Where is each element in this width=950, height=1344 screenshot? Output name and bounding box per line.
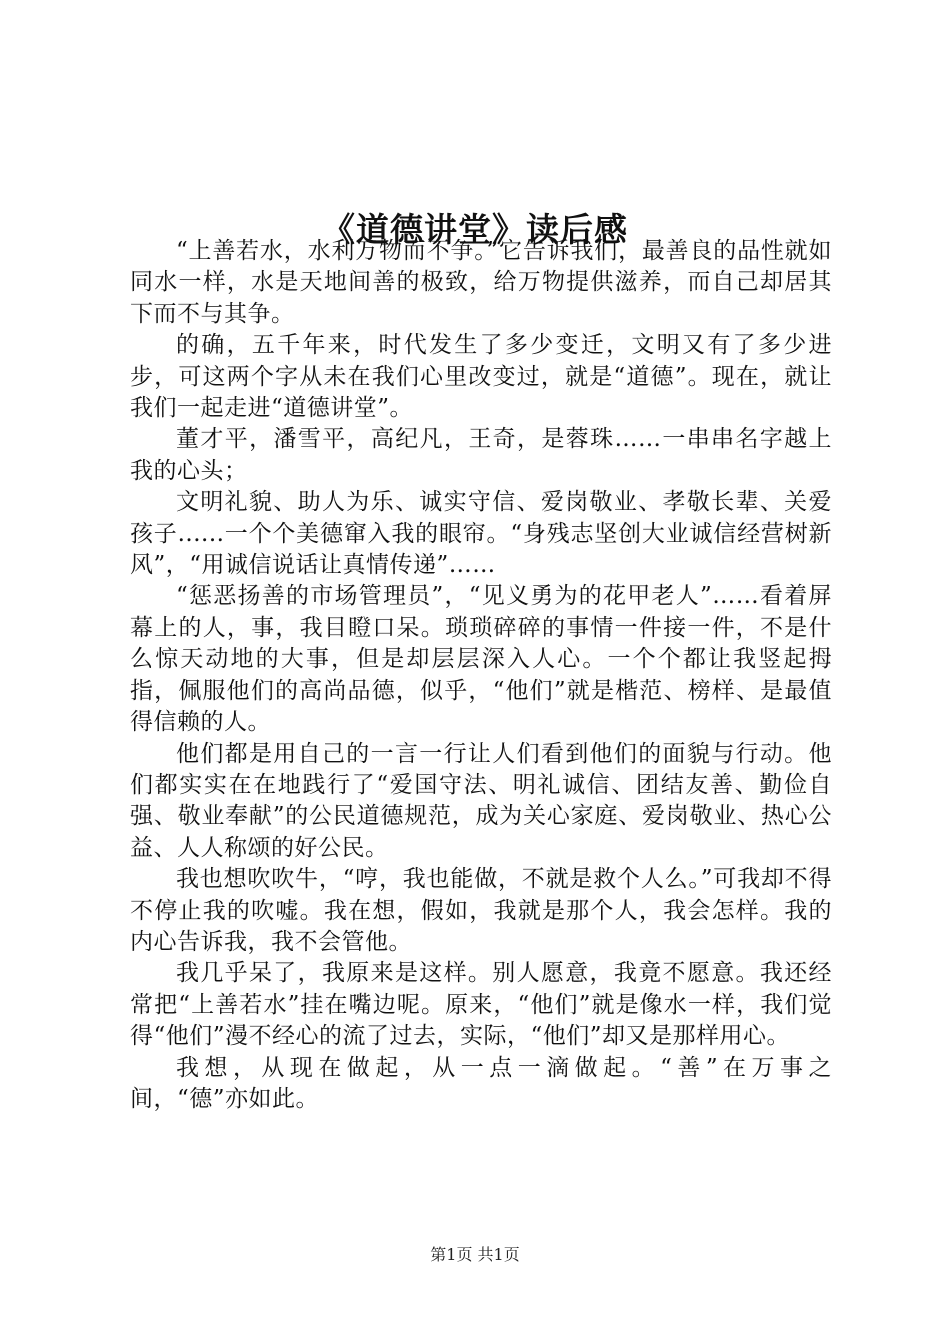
paragraph: “惩恶扬善的市场管理员”，“见义勇为的花甲老人”……看着屏幕上的人，事，我目瞪口呆。琐琐碎碎的事情一件接一件，不是什么惊天动地的大事，但是却层层深入人心。一个个都让我竖起拇指，佩服他们的高尚品德，似乎，“他们”就是楷范、榜样、是最值得信赖的人。	[130, 583, 832, 736]
document-body	[130, 236, 832, 1115]
paragraph: 的确，五千年来，时代发生了多少变迁，文明又有了多少进步，可这两个字从未在我们心里改变过，就是“道德”。现在，就让我们一起走进“道德讲堂”。	[130, 332, 832, 422]
paragraph: 我几乎呆了，我原来是这样。别人愿意，我竟不愿意。我还经常把“上善若水”挂在嘴边呢。原来，“他们”就是像水一样，我们觉得“他们”漫不经心的流了过去，实际，“他们”却又是那样用心。	[130, 960, 832, 1050]
paragraph: 董才平，潘雪平，高纪凡，王奇，是蓉珠……一串串名字越上我的心头；	[130, 426, 832, 484]
paragraph: 他们都是用自己的一言一行让人们看到他们的面貌与行动。他们都实实在在地践行了“爱国守法、明礼诚信、团结友善、勤俭自强、敬业奉献”的公民道德规范，成为关心家庭、爱岗敬业、热心公益、人人称颂的好公民。	[130, 740, 832, 861]
page-number-footer: 第1页 共1页	[430, 1245, 520, 1264]
document-title: 《道德讲堂》读后感	[322, 210, 628, 250]
paragraph: 我想，从现在做起，从一点一滴做起。“善”在万事之间，“德”亦如此。	[130, 1054, 832, 1112]
paragraph: “上善若水，水利万物而不争。”它告诉我们，最善良的品性就如同水一样，水是天地间善的极致，给万物提供滋养，而自己却居其下而不与其争。	[130, 238, 832, 327]
paragraph: 我也想吹吹牛，“哼，我也能做，不就是救个人么。”可我却不得不停止我的吹嘘。我在想，假如，我就是那个人，我会怎样。我的内心告诉我，我不会管他。	[130, 866, 832, 955]
paragraph: 文明礼貌、助人为乐、诚实守信、爱岗敬业、孝敬长辈、关爱孩子......一个个美德窜入我的眼帘。“身残志坚创大业诚信经营树新风”，“用诚信说话让真情传递”……	[130, 489, 832, 579]
